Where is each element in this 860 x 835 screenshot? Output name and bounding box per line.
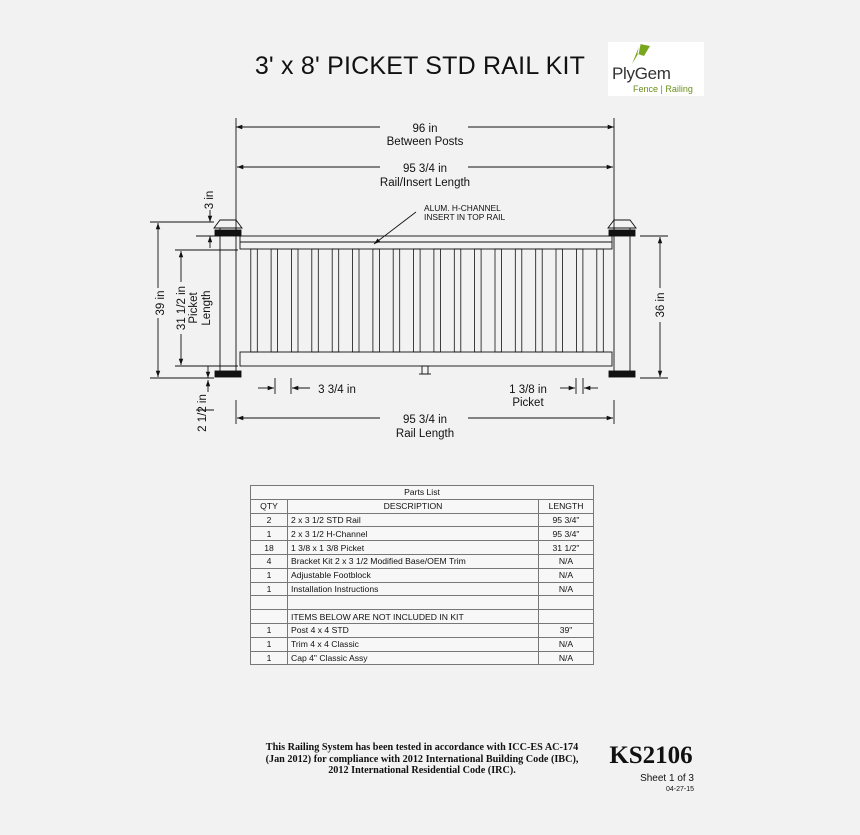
picket [515, 249, 522, 352]
picket [292, 249, 299, 352]
table-row: 1 Post 4 x 4 STD 39" [251, 623, 594, 637]
table-row-section [251, 610, 594, 624]
table-row: 18 1 3/8 x 1 3/8 Picket 31 1/2" [251, 541, 594, 555]
picket [353, 249, 360, 352]
col-description: DESCRIPTION [288, 499, 539, 513]
picket [312, 249, 319, 352]
compliance-note-line-3: 2012 International Residential Code (IRC). [328, 765, 516, 776]
picket [536, 249, 543, 352]
logo-subtitle: Fence | Railing [633, 84, 693, 94]
dim-rail-height: 36 in [655, 292, 667, 318]
dim-spacing: 3 3/4 in [318, 384, 356, 396]
picket-group [251, 249, 604, 352]
picket [597, 249, 604, 352]
table-row: 1 Trim 4 x 4 Classic N/A [251, 637, 594, 651]
picket [373, 249, 380, 352]
sheet-number: Sheet 1 of 3 [640, 773, 694, 784]
logo-name: PlyGem [612, 64, 671, 83]
table-row: 1 Adjustable Footblock N/A [251, 568, 594, 582]
table-row: 1 Cap 4" Classic Assy N/A [251, 651, 594, 665]
picket [475, 249, 482, 352]
dim-post-top: 3 in [204, 190, 216, 210]
picket [271, 249, 278, 352]
dim-picket-length-label-1: Picket [188, 292, 200, 324]
picket [414, 249, 421, 352]
not-included-label: ITEMS BELOW ARE NOT INCLUDED IN KIT [288, 610, 539, 624]
picket [393, 249, 400, 352]
callout-line-1: ALUM. H-CHANNEL [424, 203, 501, 213]
parts-list-caption: Parts List [251, 486, 594, 500]
picket [434, 249, 441, 352]
table-row: 1 Installation Instructions N/A [251, 582, 594, 596]
dim-picket-width: 1 3/8 in [509, 384, 547, 396]
compliance-note [248, 742, 596, 777]
drawing-code: KS2106 [609, 742, 693, 769]
page-title: 3' x 8' PICKET STD RAIL KIT [254, 52, 586, 80]
compliance-note-line-1: This Railing System has been tested in accordance with ICC-ES AC-174 [265, 742, 579, 753]
picket [556, 249, 563, 352]
callout-line-2: INSERT IN TOP RAIL [424, 212, 506, 222]
compliance-note-line-2: (Jan 2012) for compliance with 2012 International Building Code (IBC), [265, 753, 579, 765]
picket [454, 249, 461, 352]
dim-bottom-gap: 2 1/2 in [197, 394, 209, 432]
parts-list-table [250, 485, 594, 665]
table-row: 2 2 x 3 1/2 STD Rail 95 3/4" [251, 513, 594, 527]
dim-between-posts-label: Between Posts [386, 136, 464, 148]
picket [495, 249, 502, 352]
dim-overall-height: 39 in [155, 290, 167, 316]
dim-picket-length-label-2: Length [201, 290, 213, 326]
table-row: 1 2 x 3 1/2 H-Channel 95 3/4" [251, 527, 594, 541]
dim-between-posts: 96 in [412, 123, 438, 135]
dim-picket-width-label: Picket [512, 397, 544, 409]
picket [576, 249, 583, 352]
dim-rail-length-label: Rail Length [395, 428, 455, 440]
col-qty: QTY [251, 499, 288, 513]
dim-insert-length: 95 3/4 in [402, 163, 448, 175]
drawing-date: 04-27-15 [665, 786, 694, 793]
dim-picket-length: 31 1/2 in [176, 285, 188, 331]
table-row-blank [251, 596, 594, 610]
picket [332, 249, 339, 352]
col-length: LENGTH [539, 499, 594, 513]
dim-rail-length: 95 3/4 in [402, 414, 448, 426]
picket [251, 249, 257, 352]
table-row: 4 Bracket Kit 2 x 3 1/2 Modified Base/OEM Trim N/A [251, 554, 594, 568]
dim-insert-length-label: Rail/Insert Length [379, 177, 471, 189]
